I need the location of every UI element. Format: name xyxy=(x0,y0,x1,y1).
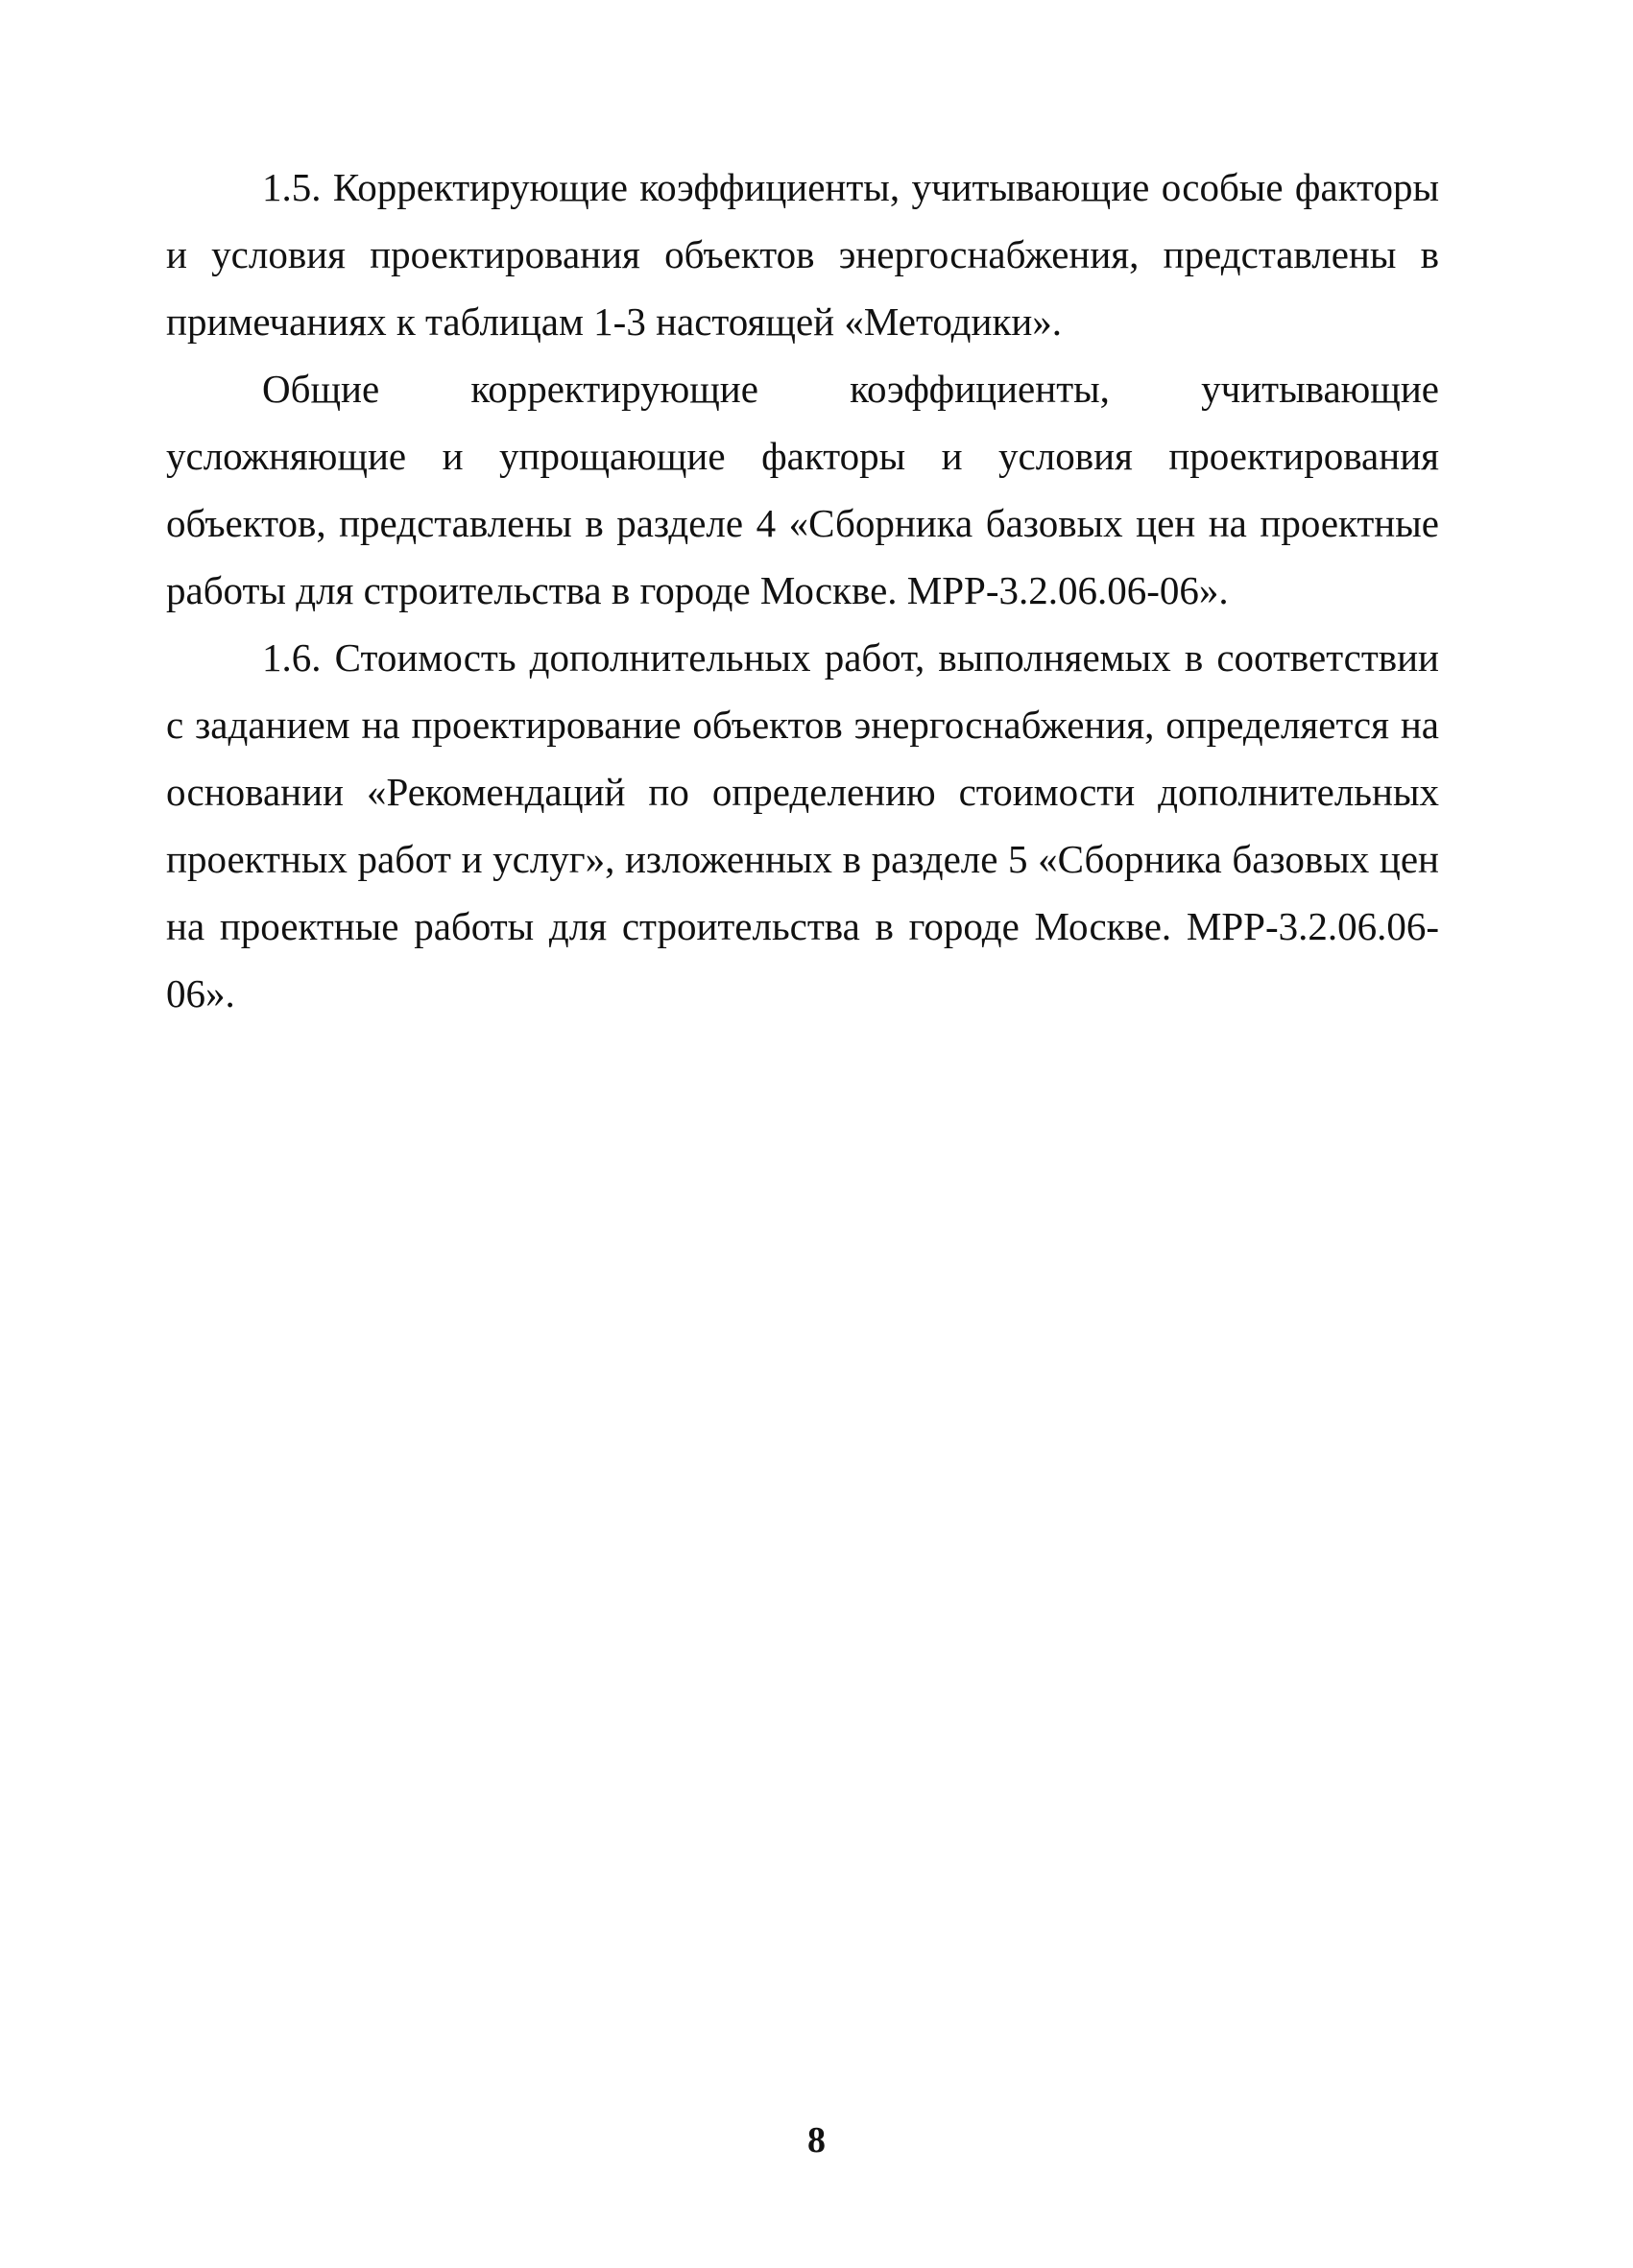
paragraph-1-5: 1.5. Корректирующие коэффициенты, учитывающие особые факторы и условия проектирования объектов энергоснабжения, представлены в примечаниях к таблицам 1-3 настоящей «Методики». xyxy=(166,165,1439,344)
paragraph-general-coefficients: Общие корректирующие коэффициенты, учитывающие усложняющие и упрощающие факторы и условия проектирования объектов, представлены в разделе 4 «Сборника базовых цен на проектные работы для строительства в городе Москве. МРР-3.2.06.06-06». xyxy=(166,367,1439,612)
body-text xyxy=(166,154,1439,1027)
paragraph-1-6: 1.6. Стоимость дополнительных работ, выполняемых в соответствии с заданием на проектирование объектов энергоснабжения, определяется на основании «Рекомендаций по определению стоимости дополнительных проектных работ и услуг», изложенных в разделе 5 «Сборника базовых цен на проектные работы для строительства в городе Москве. МРР-3.2.06.06-06». xyxy=(166,635,1439,1015)
page-number: 8 xyxy=(807,2120,826,2161)
